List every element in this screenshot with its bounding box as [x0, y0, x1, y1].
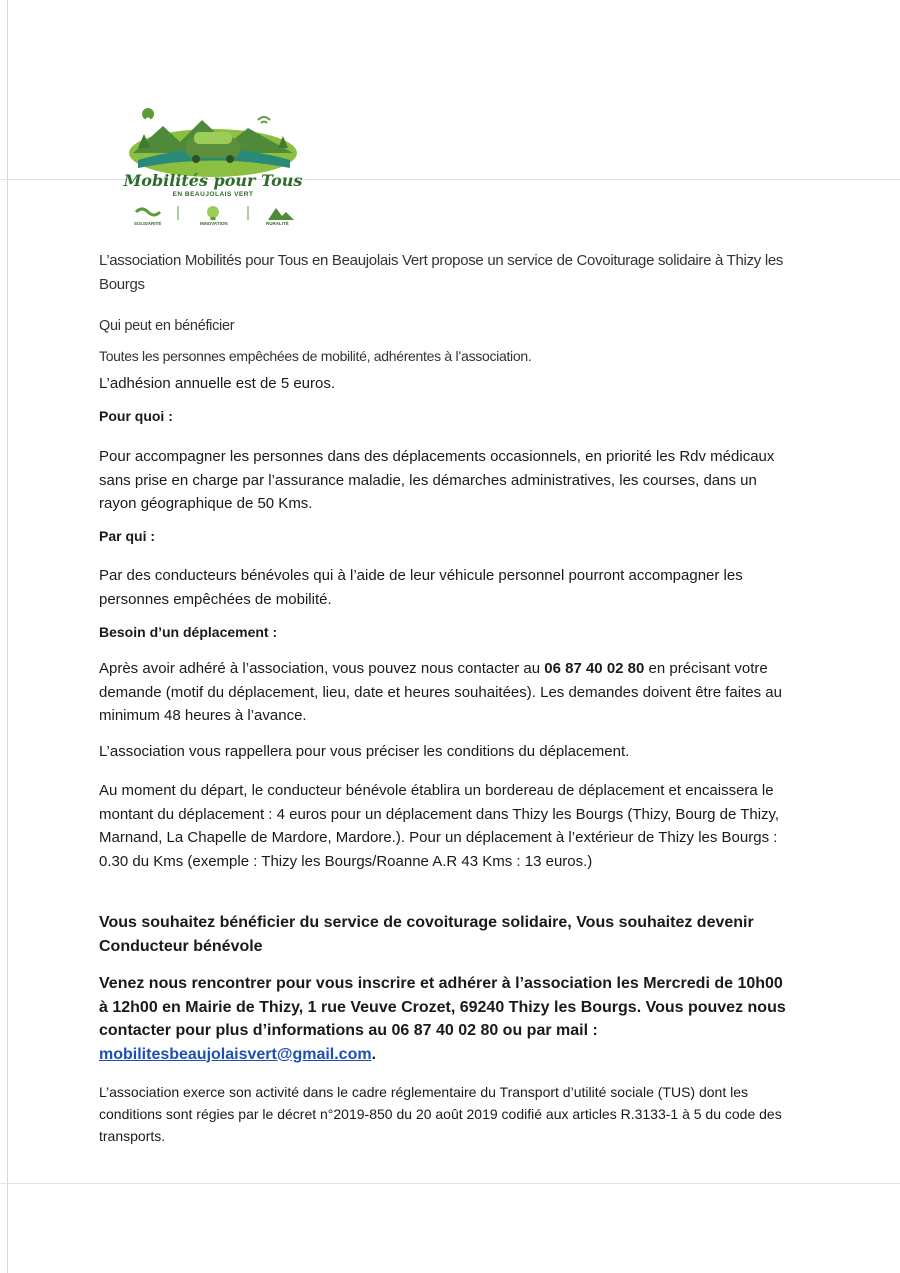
scan-edge-left	[7, 0, 8, 1273]
who-line-1: Toutes les personnes empêchées de mobilité, adhérentes à l’association.	[99, 348, 532, 364]
logo-title: Mobilités pour Tous	[123, 171, 303, 190]
contact-email-link[interactable]: mobilitesbeaujolaisvert@gmail.com	[99, 1045, 372, 1063]
why-heading: Pour quoi :	[99, 408, 173, 424]
who-line-2: L’adhésion annuelle est de 5 euros.	[99, 375, 336, 392]
by-whom-heading: Par qui :	[99, 528, 156, 544]
logo-landscape-icon	[118, 108, 308, 178]
cta-line-2	[99, 972, 789, 1066]
cta-line-1: Vous souhaitez bénéficier du service de covoiturage solidaire, Vous souhaitez devenir Conducteur bénévole	[99, 914, 754, 955]
logo-pillar-innovation: INNOVATION	[200, 221, 228, 226]
need-paragraph-1	[99, 657, 789, 728]
logo-subtitle: EN BEAUJOLAIS VERT	[172, 191, 254, 198]
need-p1-before: Après avoir adhéré à l’association, vous pouvez nous contacter au	[99, 660, 545, 677]
by-whom-text: Par des conducteurs bénévoles qui à l’aide de leur véhicule personnel pourront accompagner les personnes empêchées de mobilité.	[99, 567, 743, 608]
need-p1-after: en précisant votre demande (motif du déplacement, lieu, date et heures souhaitées). Les demandes doivent être faites au minimum 48 heures à l’avance.	[99, 660, 782, 724]
logo-pillar-solidarite: SOLIDARITÉ	[134, 221, 162, 226]
who-heading: Qui peut en bénéficier	[99, 318, 235, 334]
contact-phone[interactable]: 06 87 40 02 80	[544, 660, 645, 677]
need-paragraph-3: Au moment du départ, le conducteur bénévole établira un bordereau de déplacement et encaissera le montant du déplacement : 4 euros pour un déplacement dans Thizy les Bourgs (Thizy, Bourg de Thizy, Marnand, La Chapelle de Mardore, Mardore.). Pour un déplacement à l’extérieur de Thizy les Bourgs : 0.30 du Kms (exemple : Thizy les Bourgs/Roanne A.R 43 Kms : 13 euros.)	[99, 782, 780, 870]
need-heading: Besoin d’un déplacement :	[99, 624, 278, 640]
why-text: Pour accompagner les personnes dans des déplacements occasionnels, en priorité les Rdv médicaux sans prise en charge par l’assurance maladie, les démarches administratives, les courses, dans un rayon géographique de 50 Kms.	[99, 448, 775, 512]
scan-line-bottom	[0, 1183, 900, 1184]
association-logo	[118, 108, 308, 230]
intro-text: L’association Mobilités pour Tous en Beaujolais Vert propose un service de Covoiturage solidaire à Thizy les Bourgs	[99, 252, 784, 293]
cta-line-2-text: Venez nous rencontrer pour vous inscrire et adhérer à l’association les Mercredi de 10h00 à 12h00 en Mairie de Thizy, 1 rue Veuve Crozet, 69240 Thizy les Bourgs. Vous pouvez nous contacter pour plus d’informations au 06 87 40 02 80 ou par mail :	[99, 975, 786, 1039]
legal-notice: L’association exerce son activité dans le cadre réglementaire du Transport d’utilité sociale (TUS) dont les conditions sont régies par le décret n°2019-850 du 20 août 2019 codifié aux articles R.3133-1 à 5 du code des transports.	[99, 1084, 782, 1144]
logo-pillar-ruralite: RURALITÉ	[266, 221, 289, 226]
logo-pillar-icons	[118, 204, 308, 222]
cta-email-suffix: .	[371, 1045, 377, 1063]
need-paragraph-2: L’association vous rappellera pour vous préciser les conditions du déplacement.	[99, 743, 630, 760]
